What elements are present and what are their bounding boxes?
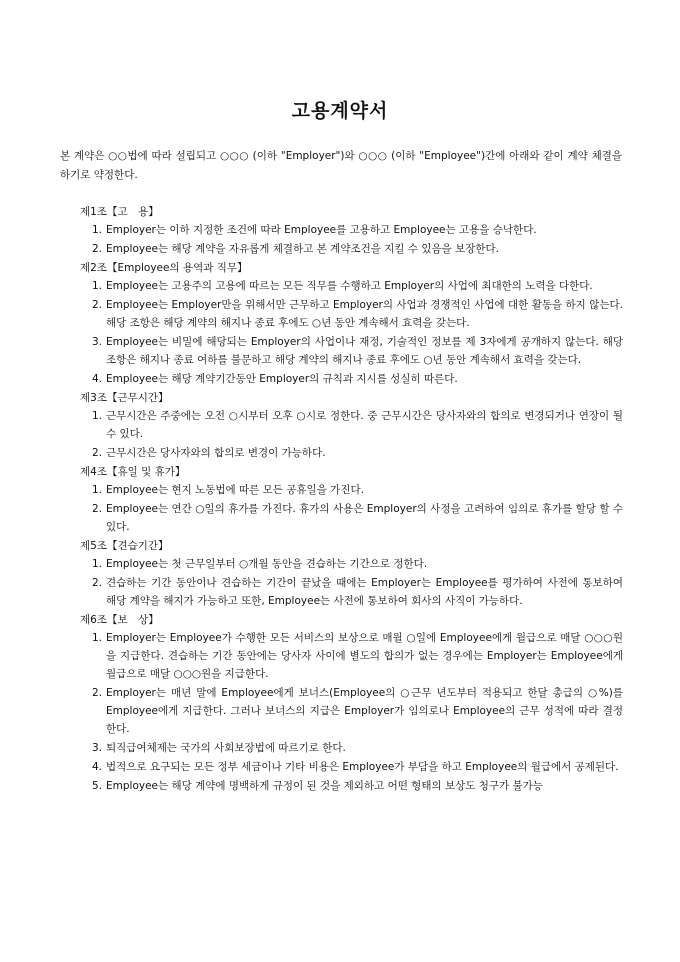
article-items bbox=[80, 407, 623, 462]
item-number: 3. bbox=[92, 742, 103, 754]
item-text: Employee는 연간 ○일의 휴가를 가진다. 휴가의 사용은 Employer의 사정을 고려하여 임의로 휴가를 할당 할 수 있다. bbox=[106, 503, 623, 533]
item-number: 1. bbox=[92, 632, 103, 644]
item-number: 2. bbox=[92, 577, 103, 589]
item-number: 1. bbox=[92, 410, 103, 422]
item-text: 근무시간은 주중에는 오전 ○시부터 오후 ○시로 정한다. 중 근무시간은 당사자와의 합의로 변경되거나 연장이 될 수 있다. bbox=[106, 410, 623, 440]
article-2 bbox=[80, 259, 623, 388]
item-number: 2. bbox=[92, 299, 103, 311]
list-item bbox=[80, 333, 623, 369]
article-items bbox=[80, 221, 623, 258]
item-text: Employee는 해당 계약을 자유롭게 체결하고 본 계약조건을 지킬 수 있음을 보장한다. bbox=[106, 243, 500, 255]
intro-paragraph: 본 계약은 ○○법에 따라 설립되고 ○○○ (이하 "Employer")와 ○○○ (이하 "Employee")간에 아래와 같이 계약 체결을 하기로 약정한다. bbox=[60, 150, 622, 181]
article-heading: 제4조【휴일 및 휴가】 bbox=[80, 466, 186, 478]
article-1 bbox=[80, 203, 623, 258]
item-text: Employee는 현지 노동법에 따른 모든 공휴일을 가진다. bbox=[106, 484, 364, 496]
article-4 bbox=[80, 463, 623, 536]
item-text: 견습하는 기간 동안이나 견습하는 기간이 끝났을 때에는 Employer는 Employee를 평가하여 사전에 통보하여 해당 계약을 해지가 가능하고 또한, Employee는 사전에 통보하여 회사의 사직이 가능하다. bbox=[106, 577, 623, 607]
item-text: Employee는 해당 계약에 명백하게 규정이 된 것을 제외하고 어떤 형태의 보상도 청구가 불가능 bbox=[106, 780, 543, 792]
item-text: Employer는 Employee가 수행한 모든 서비스의 보상으로 매월 ○일에 Employee에게 월급으로 매달 ○○○원을 지급한다. 견습하는 기간 동안에는 당사자 사이에 별도의 합의가 없는 경우에는 Employer는 Employee에게 월급으로 매달 ○○○원을 지급한다. bbox=[106, 632, 623, 680]
article-items bbox=[80, 277, 623, 388]
list-item bbox=[80, 481, 623, 499]
articles-section bbox=[80, 203, 623, 796]
list-item bbox=[80, 277, 623, 295]
item-number: 1. bbox=[92, 280, 103, 292]
item-number: 2. bbox=[92, 687, 103, 699]
item-text: Employee는 해당 계약기간동안 Employer의 규칙과 지시를 성실히 따른다. bbox=[106, 373, 458, 385]
item-number: 2. bbox=[92, 503, 103, 515]
article-5 bbox=[80, 537, 623, 610]
article-heading: 제3조【근무시간】 bbox=[80, 392, 169, 404]
list-item bbox=[80, 296, 623, 332]
item-text: Employee는 비밀에 해당되는 Employer의 사업이나 재정, 기술적인 정보를 제 3자에게 공개하지 않는다. 해당 조항은 해지나 종료 여하를 불문하고 해당 계약의 해지나 종료 후에도 ○년 동안 계속해서 효력을 갖는다. bbox=[106, 336, 623, 366]
list-item bbox=[80, 407, 623, 443]
list-item bbox=[80, 370, 623, 388]
article-heading: 제2조【Employee의 용역과 직무】 bbox=[80, 262, 248, 274]
article-items bbox=[80, 481, 623, 536]
list-item bbox=[80, 629, 623, 683]
item-number: 5. bbox=[92, 780, 103, 792]
article-heading: 제5조【견습기간】 bbox=[80, 540, 169, 552]
list-item bbox=[80, 555, 623, 573]
document-title: 고용계약서 bbox=[291, 100, 389, 122]
item-number: 1. bbox=[92, 224, 103, 236]
item-text: 퇴직급여체제는 국가의 사회보장법에 따르기로 한다. bbox=[106, 742, 346, 754]
item-number: 3. bbox=[92, 336, 103, 348]
item-text: Employee는 고용주의 고용에 따르는 모든 직무를 수행하고 Employer의 사업에 최대한의 노력을 다한다. bbox=[106, 280, 593, 292]
article-3 bbox=[80, 389, 623, 462]
item-number: 4. bbox=[92, 373, 103, 385]
article-items bbox=[80, 629, 623, 795]
item-text: Employer는 이하 지정한 조건에 따라 Employee를 고용하고 Employee는 고용을 승낙한다. bbox=[106, 224, 537, 236]
list-item bbox=[80, 777, 623, 795]
article-6 bbox=[80, 611, 623, 795]
list-item bbox=[80, 221, 623, 239]
article-items bbox=[80, 555, 623, 610]
item-text: Employee는 Employer만을 위해서만 근무하고 Employer의 사업과 경쟁적인 사업에 대한 활동을 하지 않는다. 해당 조항은 해당 계약의 해지나 종료 후에도 ○년 동안 계속해서 효력을 갖는다. bbox=[106, 299, 623, 329]
item-number: 1. bbox=[92, 558, 103, 570]
list-item bbox=[80, 684, 623, 738]
item-number: 2. bbox=[92, 243, 103, 255]
list-item bbox=[80, 500, 623, 536]
article-heading: 제1조【고 용】 bbox=[80, 206, 159, 218]
list-item bbox=[80, 739, 623, 757]
article-heading: 제6조【보 상】 bbox=[80, 614, 159, 626]
list-item bbox=[80, 758, 623, 776]
item-number: 2. bbox=[92, 447, 103, 459]
list-item bbox=[80, 444, 623, 462]
item-text: 근무시간은 당사자와의 합의로 변경이 가능하다. bbox=[106, 447, 326, 459]
item-number: 4. bbox=[92, 761, 103, 773]
list-item bbox=[80, 240, 623, 258]
item-text: 법적으로 요구되는 모든 정부 세금이나 기타 비용은 Employee가 부담을 하고 Employee의 월급에서 공제된다. bbox=[106, 761, 619, 773]
item-text: Employee는 첫 근무일부터 ○개월 동안을 견습하는 기간으로 정한다. bbox=[106, 558, 428, 570]
item-number: 1. bbox=[92, 484, 103, 496]
list-item bbox=[80, 574, 623, 610]
item-text: Employer는 매년 말에 Employee에게 보너스(Employee의 ○근무 년도부터 적용되고 한달 총급의 ○%)를 Employee에게 지급한다. 그러나 보너스의 지급은 Employer가 임의로나 Employee의 근무 성적에 따라 결정한다. bbox=[106, 687, 623, 735]
